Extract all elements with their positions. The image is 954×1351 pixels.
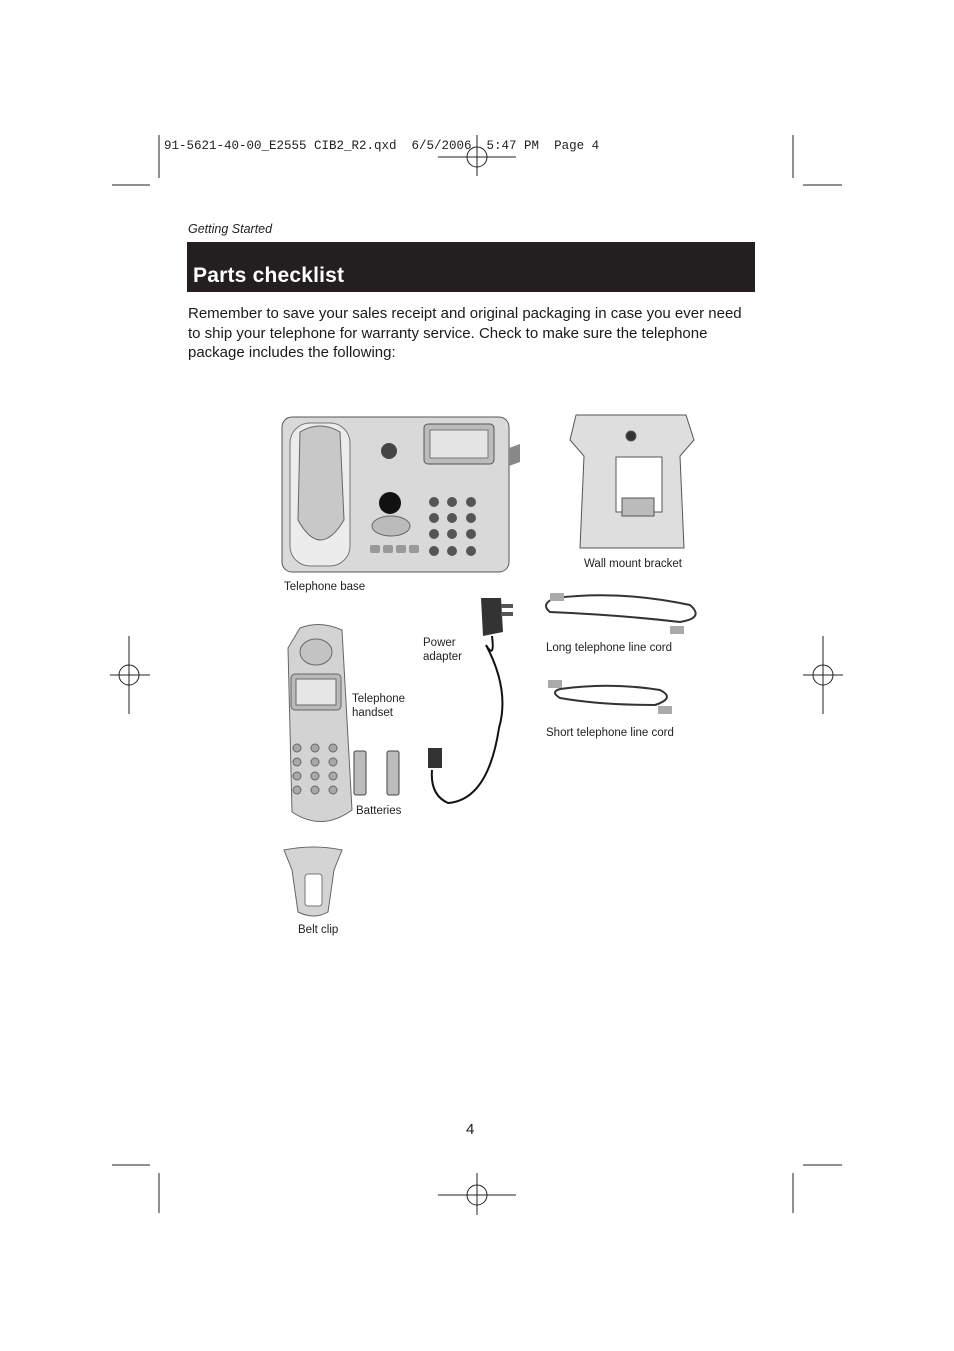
caption-belt-clip: Belt clip bbox=[298, 924, 339, 936]
file-slug: 91-5621-40-00_E2555 CIB2_R2.qxd 6/5/2006 5:47 PM Page 4 bbox=[164, 139, 600, 153]
caption-telephone-handset-line-1: Telephone bbox=[352, 693, 406, 705]
caption-telephone-handset bbox=[352, 692, 405, 720]
page-title: Parts checklist bbox=[193, 264, 345, 287]
page-number: 4 bbox=[466, 1121, 475, 1138]
long-telephone-line-cord-image bbox=[546, 593, 696, 634]
batteries-image bbox=[354, 751, 399, 795]
caption-telephone-handset-line-2: handset bbox=[352, 707, 393, 719]
intro-paragraph: Remember to save your sales receipt and original packaging in case you ever need to ship your telephone for warranty service. Check to make sure the telephone package includes the following: bbox=[188, 305, 742, 361]
caption-batteries: Batteries bbox=[356, 805, 402, 817]
telephone-base-image bbox=[282, 417, 520, 572]
wall-mount-bracket-image bbox=[570, 415, 694, 548]
belt-clip-image bbox=[284, 847, 342, 916]
section-label: Getting Started bbox=[188, 222, 273, 236]
short-telephone-line-cord-image bbox=[548, 680, 672, 714]
caption-long-cord: Long telephone line cord bbox=[546, 642, 672, 654]
registration-mark-icon bbox=[803, 636, 843, 714]
title-bar bbox=[187, 242, 755, 292]
caption-power-adapter-line-1: Power bbox=[423, 637, 456, 649]
telephone-handset-image bbox=[288, 624, 352, 821]
caption-telephone-base: Telephone base bbox=[284, 581, 366, 593]
registration-mark-icon bbox=[438, 1173, 516, 1215]
caption-wall-mount-bracket: Wall mount bracket bbox=[584, 558, 682, 570]
caption-power-adapter-line-2: adapter bbox=[423, 651, 463, 663]
caption-power-adapter bbox=[423, 636, 462, 664]
registration-mark-icon bbox=[110, 636, 150, 714]
caption-short-cord: Short telephone line cord bbox=[546, 727, 674, 739]
power-adapter-image bbox=[428, 598, 513, 803]
